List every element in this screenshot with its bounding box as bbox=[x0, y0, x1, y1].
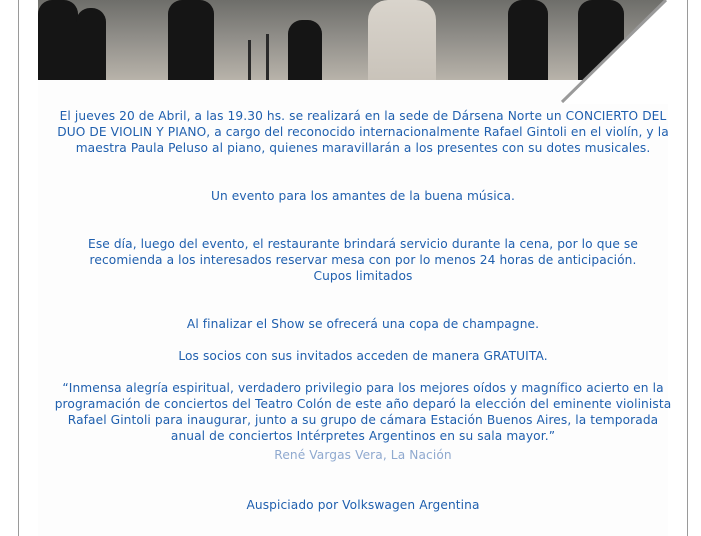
musician-figure bbox=[38, 0, 78, 80]
musician-figure bbox=[168, 0, 214, 80]
tagline: Un evento para los amantes de la buena música. bbox=[210, 189, 516, 203]
page-curl-corner bbox=[540, 0, 670, 104]
musician-figure bbox=[76, 8, 106, 80]
members-note: Los socios con sus invitados acceden de manera GRATUITA. bbox=[178, 349, 548, 363]
dinner-block bbox=[50, 236, 676, 284]
music-stand bbox=[248, 40, 251, 80]
music-stand bbox=[266, 34, 269, 80]
dinner-paragraph: Ese día, luego del evento, el restaurante brindará servicio durante la cena, por lo que se recomienda a los interesados reservar mesa con por lo menos 24 horas de anticipación. bbox=[88, 237, 638, 267]
musician-figure bbox=[288, 20, 322, 80]
sponsor-line: Auspiciado por Volkswagen Argentina bbox=[246, 498, 480, 512]
quote-attribution: René Vargas Vera, La Nación bbox=[274, 448, 452, 462]
press-quote: “Inmensa alegría espiritual, verdadero privilegio para los mejores oídos y magnífico acierto en la programación de conciertos del Teatro Colón de este año deparó la elección del eminente violinista Rafael Gintoli para inaugurar, junto a su grupo de cámara Estación Buenos Aires, la temporada anual de conciertos Intérpretes Argentinos en su sala mayor.” bbox=[54, 381, 672, 443]
pianist-dress bbox=[368, 0, 436, 80]
intro-paragraph: El jueves 20 de Abril, a las 19.30 hs. se realizará en la sede de Dársena Norte un CONCIERTO DEL DUO DE VIOLIN Y PIANO, a cargo del reconocido internacionalmente Rafael Gintoli en el violín, y la maestra Paula Peluso al piano, quienes maravillarán a los presentes con su dotes musicales. bbox=[57, 109, 669, 155]
champagne-note: Al finalizar el Show se ofrecerá una copa de champagne. bbox=[186, 317, 540, 331]
limited-seats: Cupos limitados bbox=[313, 269, 413, 283]
